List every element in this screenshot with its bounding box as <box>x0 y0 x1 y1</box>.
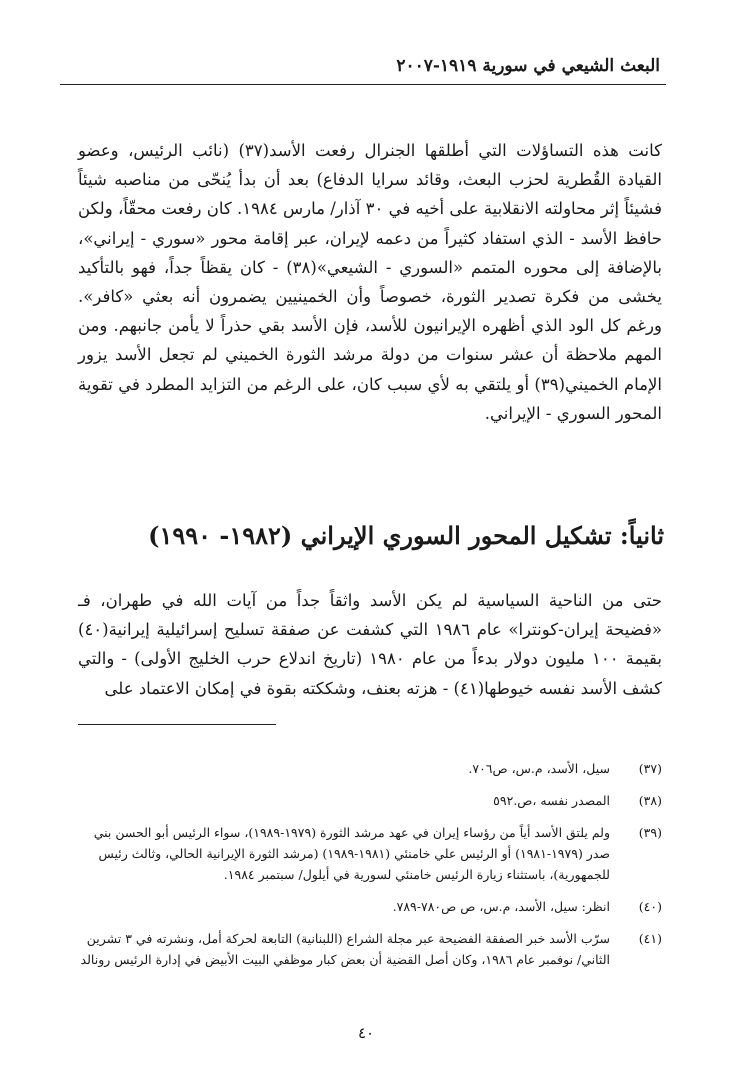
body-paragraph-2 <box>78 586 662 703</box>
paragraph-text: حتى من الناحية السياسية لم يكن الأسد واثقاً جداً من آيات الله في طهران، فـ «فضيحة إيران-كونترا» عام ١٩٨٦ التي كشفت عن صفقة تسليح إسرائيلية إيرانية(٤٠) بقيمة ١٠٠ مليون دولار بدءاً من عام ١٩٨٠ (تاريخ اندلاع حرب الخليج الأولى) - والتي كشف الأسد نفسه خيوطها(٤١) - هزته بعنف، وشككته بقوة في إمكان الاعتماد على <box>78 591 663 698</box>
footnote-item <box>70 758 662 779</box>
footnote-text: ولم يلتق الأسد أياً من رؤساء إيران في عهد مرشد الثورة (١٩٧٩-١٩٨٩)، سواء الرئيس أبو الحسن بني صدر (١٩٧٩-١٩٨١) أو الرئيس علي خامنئي (١٩٨١-١٩٨٩) (مرشد الثورة الإيرانية الحالي، وثالث رئيس للجمهورية)، باستثناء زيارة الرئيس خامنئي لسورية في أيلول/ سبتمبر ١٩٨٤. <box>93 825 610 882</box>
footnote-text: سرّب الأسد خبر الصفقة الفضيحة عبر مجلة الشراع (اللبنانية) التابعة لحركة أمل، ونشرته في ٣ تشرين الثاني/ نوفمبر عام ١٩٨٦، وكان أصل القضية أن بعض كبار موظفي البيت الأبيض في إدارة الرئيس رونالد <box>80 931 610 967</box>
footnote-item <box>70 822 662 885</box>
footnote-text: انظر: سيل، الأسد، م.س، ص ص٧٨٠-٧٨٩. <box>392 899 610 914</box>
paragraph-text: كانت هذه التساؤلات التي أطلقها الجنرال رفعت الأسد(٣٧) (نائب الرئيس، وعضو القيادة القُطرية لحزب البعث، وقائد سرايا الدفاع) بعد أن بدأ يُنحّى من مناصبه شيئاً فشيئاً إثر محاولته الانقلابية على أخيه في ٣٠ آذار/ مارس ١٩٨٤. كان رفعت محقّاً، ولكن حافظ الأسد - الذي استفاد كثيراً من دعمه لإيران، عبر إقامة محور «سوري - إيراني»، بالإضافة إلى محوره المتمم «السوري - الشيعي»(٣٨) - كان يقظاً جداً، فهو بالتأكيد يخشى من فكرة تصدير الثورة، خصوصاً وأن الخمينيين يضمرون أنه بعثي «كافر». ورغم كل الود الذي أظهره الإيرانيون للأسد، فإن الأسد بقي حذراً لا يأمن جانبهم. ومن المهم ملاحظة أن عشر سنوات من دولة مرشد الثورة الخميني لم تجعل الأسد يزور الإمام الخميني(٣٩) أو يلتقي به لأي سبب كان، على الرغم من التزايد المطرد في تقوية المحور السوري - الإيراني. <box>78 141 662 423</box>
footnote-separator <box>78 724 276 725</box>
footnote-item <box>70 790 662 811</box>
running-header-title: البعث الشيعي في سورية ١٩١٩-٢٠٠٧ <box>396 56 660 76</box>
page-number: ٤٠ <box>357 1024 375 1042</box>
header-rule <box>60 84 666 85</box>
footnote-number: (٤١) <box>638 931 662 946</box>
footnote-number: (٤٠) <box>638 899 662 914</box>
footnote-text: سيل، الأسد، م.س، ص٧٠٦. <box>468 761 610 776</box>
footnote-item <box>70 928 662 970</box>
footnote-number: (٣٩) <box>638 825 662 840</box>
footnote-text: المصدر نفسه ،ص.٥٩٢ <box>493 793 610 808</box>
section-heading: ثانياً: تشكيل المحور السوري الإيراني (١٩٨٢- ١٩٩٠) <box>148 521 664 550</box>
footnote-item <box>70 896 662 917</box>
footnote-number: (٣٨) <box>638 793 662 808</box>
footnote-number: (٣٧) <box>638 761 662 776</box>
body-paragraph-1 <box>78 136 662 428</box>
footnotes-list <box>70 758 662 981</box>
